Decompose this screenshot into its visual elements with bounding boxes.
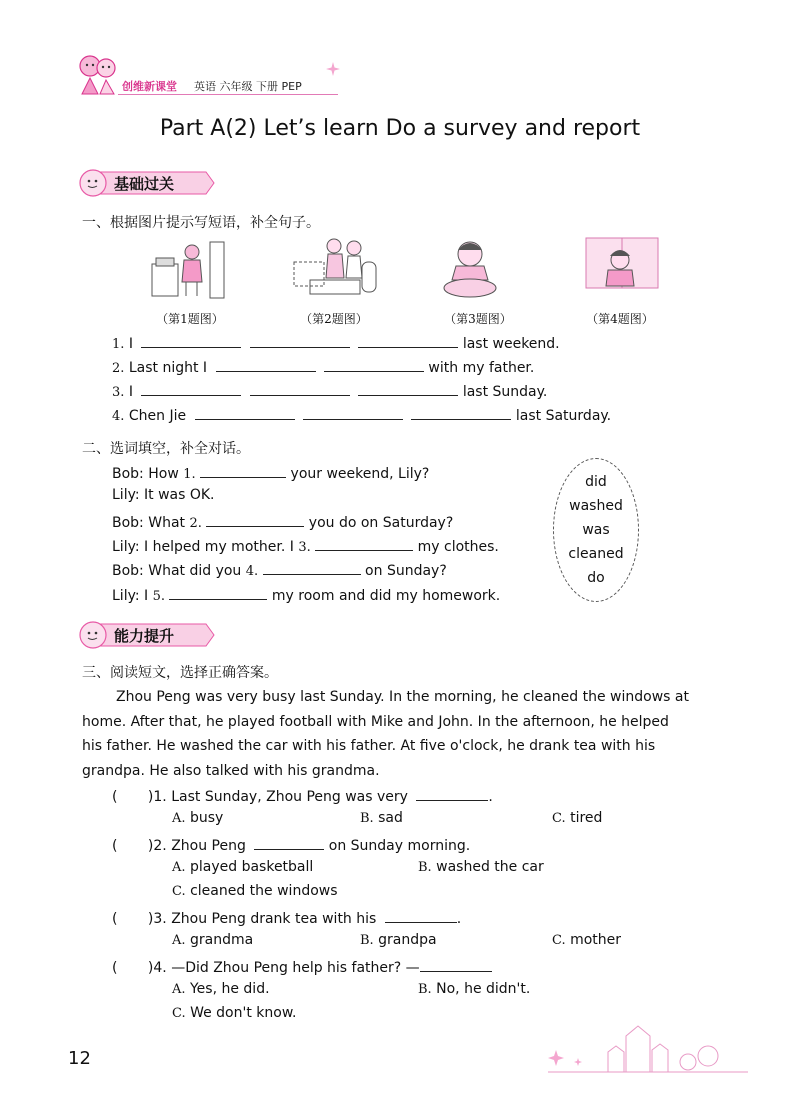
answer-blank[interactable] [141,333,241,348]
answer-blank[interactable] [195,405,295,420]
option-text: played basketball [189,859,314,875]
item-text: I [128,384,133,400]
header-divider [118,94,338,95]
mc-option-2a[interactable] [172,859,313,875]
mc-option-2c[interactable] [172,883,338,899]
answer-blank[interactable] [169,585,267,600]
section-banner-basic [78,168,218,198]
dialog-text: Lily: I helped my mother. I [112,539,299,555]
item-text: Chen Jie [128,408,187,424]
option-letter: A. [172,933,186,948]
question-number: )4. [147,960,167,976]
page-number: 12 [68,1048,91,1069]
picture-2-watching-tv [290,232,380,304]
answer-blank[interactable] [206,512,304,527]
picture-4-caption: （第4题图） [586,312,654,326]
option-text: Yes, he did. [189,981,270,997]
option-letter: C. [172,884,186,899]
q2-heading: 二、选词填空，补全对话。 [82,441,250,457]
q1-item-3 [112,381,547,400]
mc-option-1a[interactable] [172,810,223,826]
item-number: 2. [112,361,125,376]
option-letter: B. [418,982,432,997]
answer-paren-open[interactable]: ( [112,789,118,805]
question-stem-end: on Sunday morning. [324,838,471,854]
mc-option-3a[interactable] [172,932,253,948]
mc-question-3 [112,908,461,927]
section-banner-advanced [78,620,218,650]
answer-blank[interactable] [263,560,361,575]
picture-4-girl-at-window [582,234,662,292]
dialog-text: my room and did my homework. [267,588,501,604]
word-bank-item: did [585,474,607,490]
option-letter: B. [360,811,374,826]
answer-blank[interactable] [200,463,286,478]
answer-blank[interactable] [250,333,350,348]
item-text: last Saturday. [515,408,612,424]
footer-castle-icon [548,1022,748,1074]
answer-blank[interactable] [216,357,316,372]
option-letter: A. [172,982,186,997]
question-stem: Zhou Peng [171,838,246,854]
mc-question-4 [112,957,492,976]
item-number: 3. [112,385,125,400]
header-mascot-icon [74,50,120,100]
item-text: last weekend. [462,336,560,352]
dialog-text: Lily: I [112,588,153,604]
question-stem: —Did Zhou Peng help his father? — [171,960,420,976]
option-letter: A. [172,860,186,875]
answer-blank[interactable] [254,835,324,850]
section-label-advanced: 能力提升 [114,627,175,645]
picture-3-washing-hair [440,236,502,302]
dialog-text: your weekend, Lily? [286,466,430,482]
mc-option-2b[interactable] [418,859,544,875]
answer-blank[interactable] [385,908,457,923]
mc-question-1 [112,786,493,805]
dialog-line-3 [112,512,453,531]
question-stem: Last Sunday, Zhou Peng was very [171,789,408,805]
blank-number: 2. [189,516,202,531]
option-text: sad [378,810,403,826]
picture-1-caption: （第1题图） [156,312,224,326]
option-letter: C. [552,811,566,826]
answer-blank[interactable] [303,405,403,420]
blank-number: 5. [152,589,165,604]
question-number: )3. [147,911,167,927]
dialog-line-5 [112,560,447,579]
answer-paren-open[interactable]: ( [112,960,118,976]
question-stem-end: . [456,911,462,927]
sparkle-icon [326,62,340,76]
dialog-line-2 [112,487,215,503]
mc-option-3b[interactable] [360,932,437,948]
answer-blank[interactable] [141,381,241,396]
question-stem-end: . [488,789,493,805]
question-number: )2. [147,838,167,854]
answer-paren-open[interactable]: ( [112,838,118,854]
word-bank-item: washed [569,498,623,514]
picture-1-washing-clothes [150,234,230,300]
option-text: grandma [189,932,254,948]
item-text: Last night I [128,360,208,376]
question-stem: Zhou Peng drank tea with his [171,911,377,927]
option-text: grandpa [378,932,437,948]
option-text: No, he didn't. [436,981,531,997]
section-label-basic: 基础过关 [114,175,175,193]
q1-heading: 一、根据图片提示写短语，补全句子。 [82,215,320,231]
blank-number: 1. [183,467,196,482]
mc-question-2 [112,835,470,854]
blank-number: 3. [298,540,311,555]
header-series: 英语 六年级 下册 PEP [194,80,302,93]
dialog-text: you do on Saturday? [304,515,454,531]
word-bank-item: do [587,570,605,586]
dialog-text: Bob: How [112,466,184,482]
option-text: busy [189,810,224,826]
passage-line: home. After that, he played football with Mike and John. In the afternoon, he helped [82,713,669,730]
option-letter: A. [172,811,186,826]
dialog-text: on Sunday? [360,563,447,579]
word-bank-item: was [582,522,610,538]
q1-item-1 [112,333,560,352]
option-text: We don't know. [190,1005,297,1021]
blank-number: 4. [245,564,259,579]
word-bank-item: cleaned [568,546,624,562]
answer-blank[interactable] [315,536,413,551]
passage-line: his father. He washed the car with his father. At five o'clock, he drank tea with his [82,738,656,754]
option-text: mother [570,932,622,948]
mc-option-4b[interactable] [418,981,530,997]
answer-blank[interactable] [324,357,424,372]
answer-paren-open[interactable]: ( [112,911,118,927]
mc-option-1c[interactable] [552,810,602,826]
dialog-text: Bob: What did you [112,563,246,579]
q3-heading: 三、阅读短文，选择正确答案。 [82,665,278,681]
answer-blank[interactable] [411,405,511,420]
mc-option-1b[interactable] [360,810,403,826]
mc-option-3c[interactable] [552,932,621,948]
option-letter: C. [552,933,566,948]
answer-blank[interactable] [420,957,492,972]
option-letter: B. [418,860,432,875]
q1-item-2 [112,357,534,376]
option-letter: C. [172,1006,186,1021]
item-number: 1. [112,337,125,352]
item-text: last Sunday. [462,384,548,400]
dialog-line-4 [112,536,499,555]
passage-line: grandpa. He also talked with his grandma. [82,762,380,779]
answer-blank[interactable] [250,381,350,396]
picture-3-caption: （第3题图） [444,312,512,326]
dialog-text: my clothes. [413,539,499,555]
dialog-line-6 [112,585,500,604]
item-number: 4. [112,409,125,424]
page-title: Part A(2) Let’s learn Do a survey and report [159,116,641,141]
question-number: )1. [147,789,167,805]
q1-item-4 [112,405,611,424]
answer-blank[interactable] [358,333,458,348]
dialog-text: Lily: It was OK. [112,487,215,503]
header-brand: 创维新课堂 [122,80,177,93]
reading-passage [82,685,712,783]
passage-line: Zhou Peng was very busy last Sunday. In the morning, he cleaned the windows at [116,689,689,705]
item-text: I [128,336,133,352]
answer-blank[interactable] [416,786,488,801]
word-bank [553,458,639,602]
option-letter: B. [360,933,374,948]
option-text: cleaned the windows [190,883,338,899]
option-text: tired [570,810,603,826]
dialog-text: Bob: What [112,515,190,531]
option-text: washed the car [436,859,544,875]
mc-option-4a[interactable] [172,981,270,997]
picture-2-caption: （第2题图） [300,312,368,326]
item-text: with my father. [428,360,535,376]
mc-option-4c[interactable] [172,1005,296,1021]
answer-blank[interactable] [358,381,458,396]
dialog-line-1 [112,463,429,482]
